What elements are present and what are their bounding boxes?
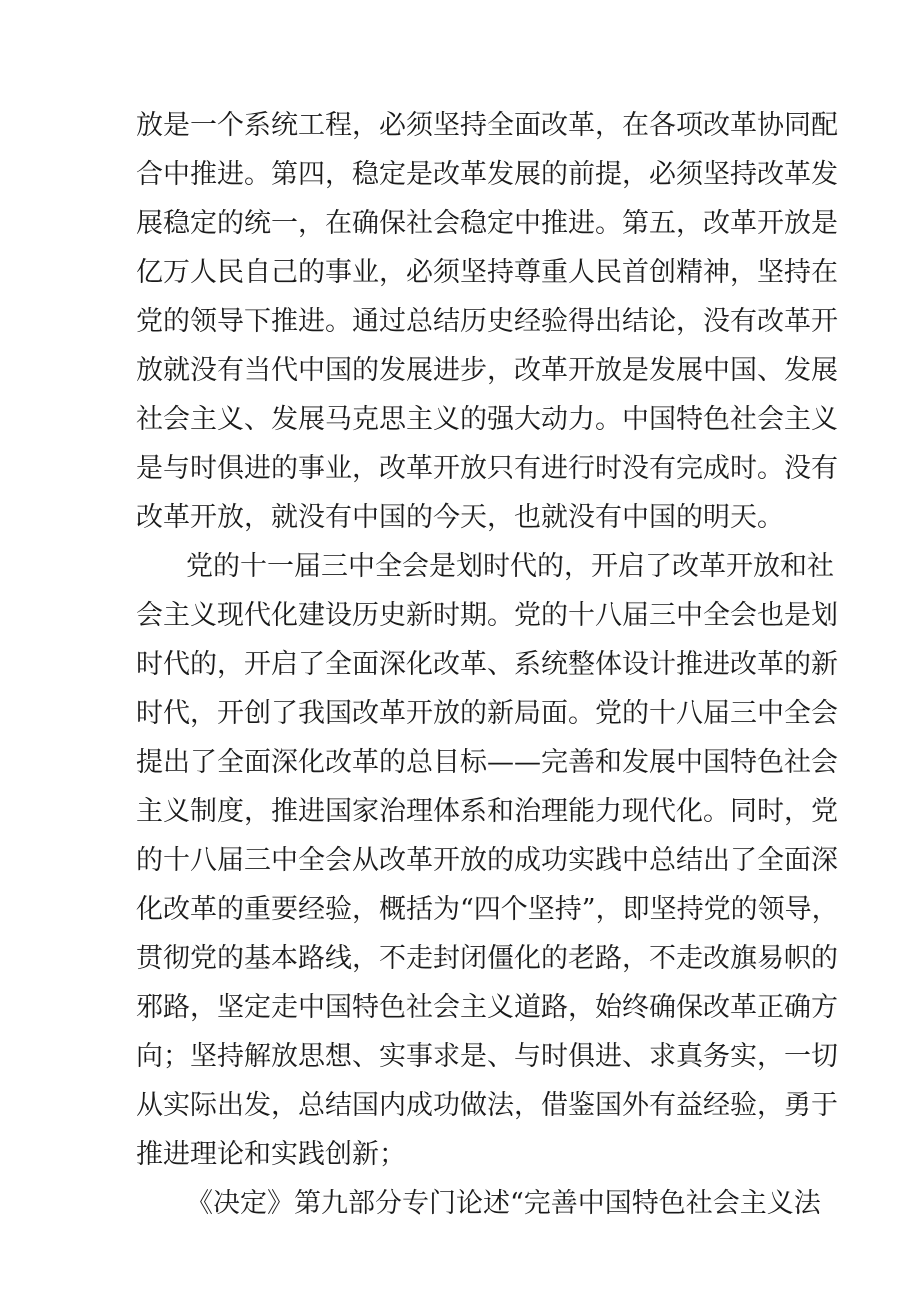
text-line: 放是一个系统工程，必须坚持全面改革，在各项改革协同配 <box>136 110 838 141</box>
text-line: 化改革的重要经验，概括为“四个坚持”，即坚持党的领导， <box>136 894 839 925</box>
text-line: 时代的，开启了全面深化改革、系统整体设计推进改革的新 <box>136 649 838 680</box>
text-line: 会主义现代化建设历史新时期。党的十八届三中全会也是划 <box>136 600 838 631</box>
text-line: 贯彻党的基本路线，不走封闭僵化的老路，不走改旗易帜的 <box>136 943 838 974</box>
text-line: 向；坚持解放思想、实事求是、与时俱进、求真务实，一切 <box>136 1041 838 1072</box>
text-line: 合中推进。第四，稳定是改革发展的前提，必须坚持改革发 <box>136 159 838 190</box>
text-line: 亿万人民自己的事业，必须坚持尊重人民首创精神，坚持在 <box>136 257 838 288</box>
text-line: 的十八届三中全会从改革开放的成功实践中总结出了全面深 <box>136 845 838 876</box>
paragraph-first-line: 党的十一届三中全会是划时代的，开启了改革开放和社 <box>186 551 834 582</box>
text-line: 放就没有当代中国的发展进步，改革开放是发展中国、发展 <box>136 355 838 386</box>
text-line: 党的领导下推进。通过总结历史经验得出结论，没有改革开 <box>136 306 838 337</box>
text-line: 从实际出发，总结国内成功做法，借鉴国外有益经验，勇于 <box>136 1090 838 1121</box>
text-line: 提出了全面深化改革的总目标——完善和发展中国特色社会 <box>136 747 838 778</box>
text-line: 邪路，坚定走中国特色社会主义道路，始终确保改革正确方 <box>136 992 838 1023</box>
text-line: 时代，开创了我国改革开放的新局面。党的十八届三中全会 <box>136 698 838 729</box>
text-line: 主义制度，推进国家治理体系和治理能力现代化。同时，党 <box>136 796 838 827</box>
text-line: 推进理论和实践创新； <box>136 1139 406 1170</box>
text-line: 改革开放，就没有中国的今天，也就没有中国的明天。 <box>136 502 784 533</box>
text-line: 展稳定的统一，在确保社会稳定中推进。第五，改革开放是 <box>136 208 838 239</box>
text-line: 社会主义、发展马克思主义的强大动力。中国特色社会主义 <box>136 404 838 435</box>
text-line: 是与时俱进的事业，改革开放只有进行时没有完成时。没有 <box>136 453 838 484</box>
paragraph-first-line: 《决定》第九部分专门论述“完善中国特色社会主义法 <box>186 1188 821 1219</box>
